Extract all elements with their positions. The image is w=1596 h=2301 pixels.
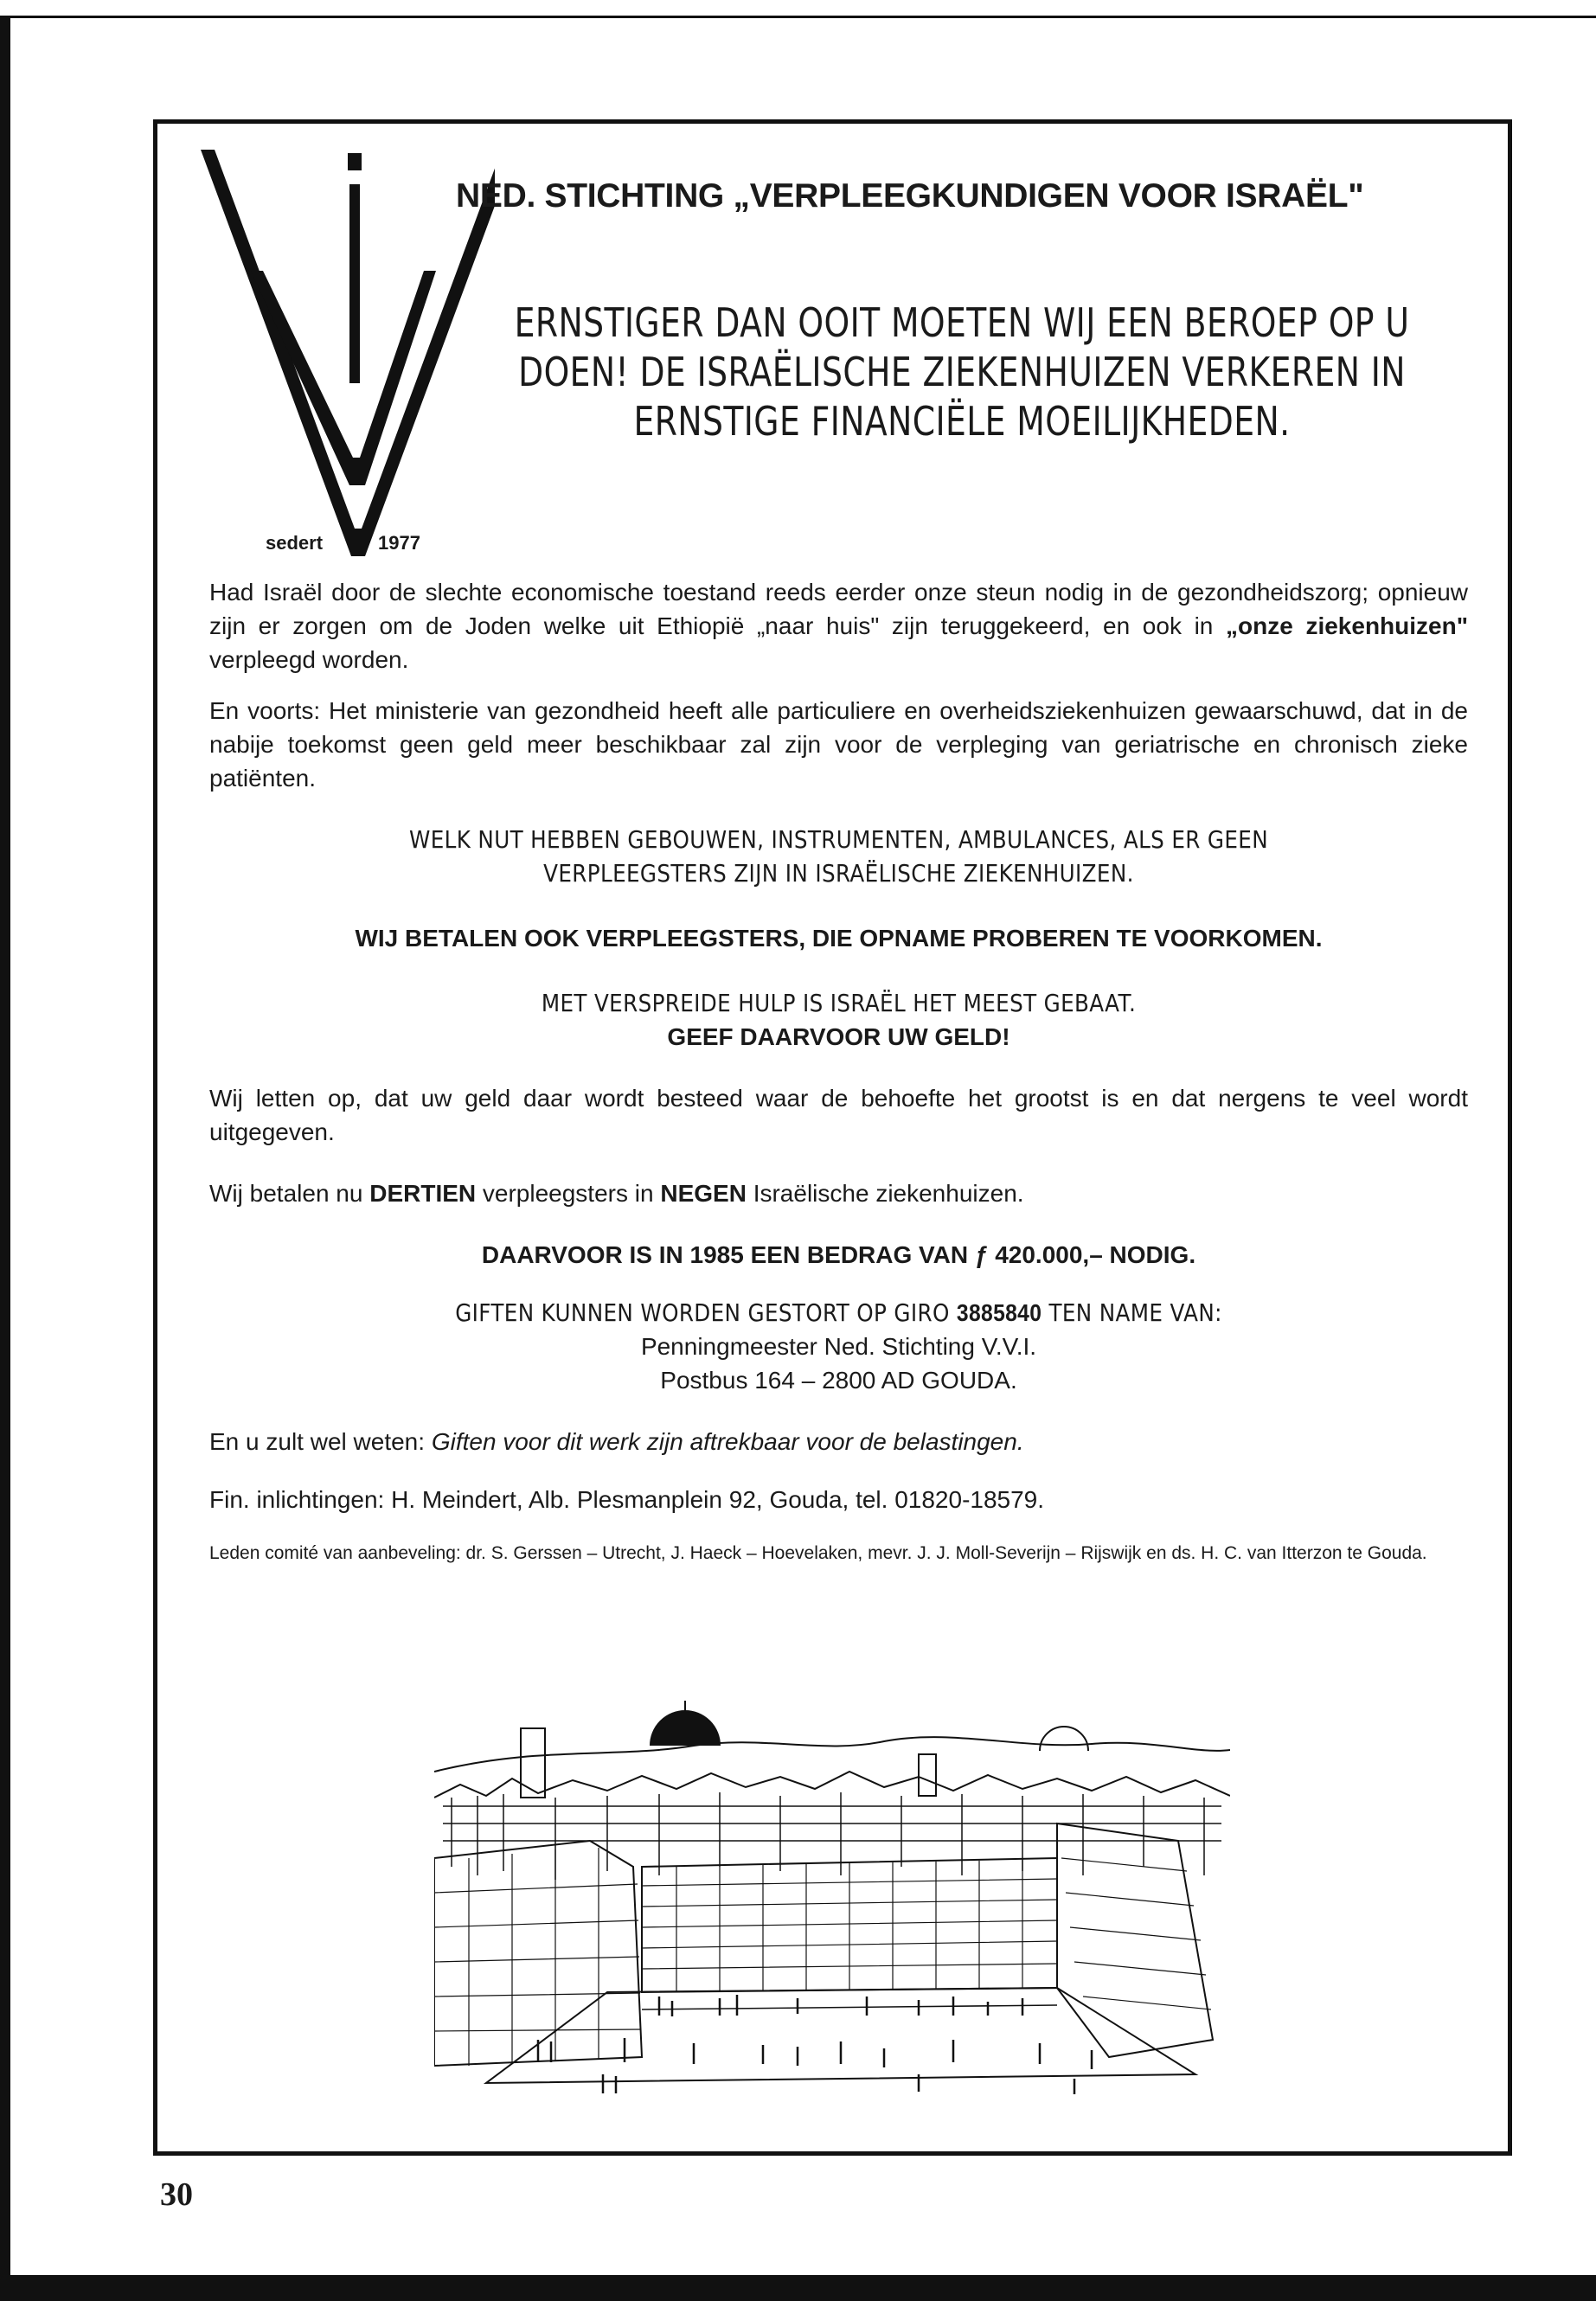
headline: [508, 298, 1416, 446]
amount-needed: DAARVOOR IS IN 1985 EEN BEDRAG VAN ƒ 420.000,– NODIG.: [481, 1241, 1196, 1268]
headline-line-1: ERNSTIGER DAN OOIT MOETEN WIJ EEN BEROEP OP U: [514, 299, 1410, 346]
western-wall-sketch-drawing: [434, 1694, 1230, 2100]
tax-note: [209, 1425, 1468, 1458]
logo-since-year: 1977: [378, 532, 420, 554]
gifts-block: [209, 1296, 1468, 1397]
gifts-giro-post: TEN NAME VAN:: [1042, 1298, 1222, 1327]
nurses-count-post: Israëlische ziekenhuizen.: [746, 1180, 1024, 1207]
logo-since-word: sedert: [266, 532, 324, 554]
bold-statement: WIJ BETALEN OOK VERPLEEGSTERS, DIE OPNAME PROBEREN TE VOORKOMEN.: [355, 925, 1323, 952]
paragraph-health-need: [209, 575, 1468, 676]
headline-line-2: DOEN! DE ISRAËLISCHE ZIEKENHUIZEN VERKEREN IN: [518, 349, 1406, 395]
tax-note-italic: Giften voor dit werk zijn aftrekbaar voor de belastingen.: [431, 1428, 1024, 1455]
organization-name: NED. STICHTING „VERPLEEGKUNDIGEN VOOR ISRAËL": [456, 177, 1364, 215]
info-line: Fin. inlichtingen: H. Meindert, Alb. Plesmanplein 92, Gouda, tel. 01820-18579.: [209, 1486, 1045, 1513]
gifts-giro-line: [285, 1296, 1392, 1330]
giro-number: 3885840: [956, 1299, 1042, 1326]
tax-note-pre: En u zult wel weten:: [209, 1428, 432, 1455]
nurse-count: DERTIEN: [369, 1180, 477, 1207]
our-hospitals-emphasis: „onze ziekenhuizen": [1226, 612, 1468, 639]
page-frame-bottom: [0, 2275, 1596, 2301]
nurses-count-mid: verpleegsters in: [476, 1180, 661, 1207]
page-frame-top: [0, 16, 1596, 18]
vvi-logo-mark: [201, 150, 495, 582]
headline-line-3: ERNSTIGE FINANCIËLE MOEILIJKHEDEN.: [633, 398, 1291, 445]
caps-help-line: MET VERSPREIDE HULP IS ISRAËL HET MEEST GEBAAT.: [541, 989, 1137, 1017]
paragraph-health-need-text: Had Israël door de slechte economische toestand reeds eerder onze steun nodig in de gezondheidszorg; opnieuw zijn er zorgen om de Joden welke uit Ethiopië „naar huis" zijn teruggekeerd, en ook in: [209, 579, 1468, 639]
caps-question: [285, 823, 1392, 890]
paragraph-spending: Wij letten op, dat uw geld daar wordt besteed waar de behoefte het grootst is en dat nergens te veel wordt uitgegeven.: [209, 1085, 1468, 1145]
give-money-line: GEEF DAARVOOR UW GELD!: [667, 1023, 1010, 1050]
gifts-giro-pre: GIFTEN KUNNEN WORDEN GESTORT OP GIRO: [455, 1298, 957, 1327]
page-number: 30: [160, 2176, 193, 2213]
vvi-logo: [201, 150, 495, 582]
gifts-address: Postbus 164 – 2800 AD GOUDA.: [660, 1367, 1017, 1394]
hospital-count: NEGEN: [660, 1180, 747, 1207]
caps-question-line-2: VERPLEEGSTERS ZIJN IN ISRAËLISCHE ZIEKENHUIZEN.: [543, 859, 1134, 888]
advertisement-box: [153, 119, 1512, 2156]
western-wall-sketch: [434, 1694, 1230, 2100]
committee-note: Leden comité van aanbeveling: dr. S. Gerssen – Utrecht, J. Haeck – Hoevelaken, mevr. J. J. Moll-Severijn – Rijswijk en ds. H. C. van Itterzon te Gouda.: [209, 1543, 1427, 1563]
paragraph-health-need-tail: verpleegd worden.: [209, 646, 409, 673]
nurses-count-pre: Wij betalen nu: [209, 1180, 370, 1207]
caps-question-line-1: WELK NUT HEBBEN GEBOUWEN, INSTRUMENTEN, AMBULANCES, ALS ER GEEN: [409, 825, 1268, 854]
gifts-recipient-name: Penningmeester Ned. Stichting V.V.I.: [640, 1333, 1037, 1360]
page-frame-left: [0, 16, 10, 2301]
advertisement-body: [209, 575, 1468, 1566]
paragraph-ministry: En voorts: Het ministerie van gezondheid heeft alle particuliere en overheidsziekenhuizen gewaarschuwd, dat in de nabije toekomst geen geld meer beschikbaar zal zijn voor de verpleging van geriatrische en chronisch zieke patiënten.: [209, 697, 1468, 792]
paragraph-nurses-count: [209, 1176, 1468, 1210]
